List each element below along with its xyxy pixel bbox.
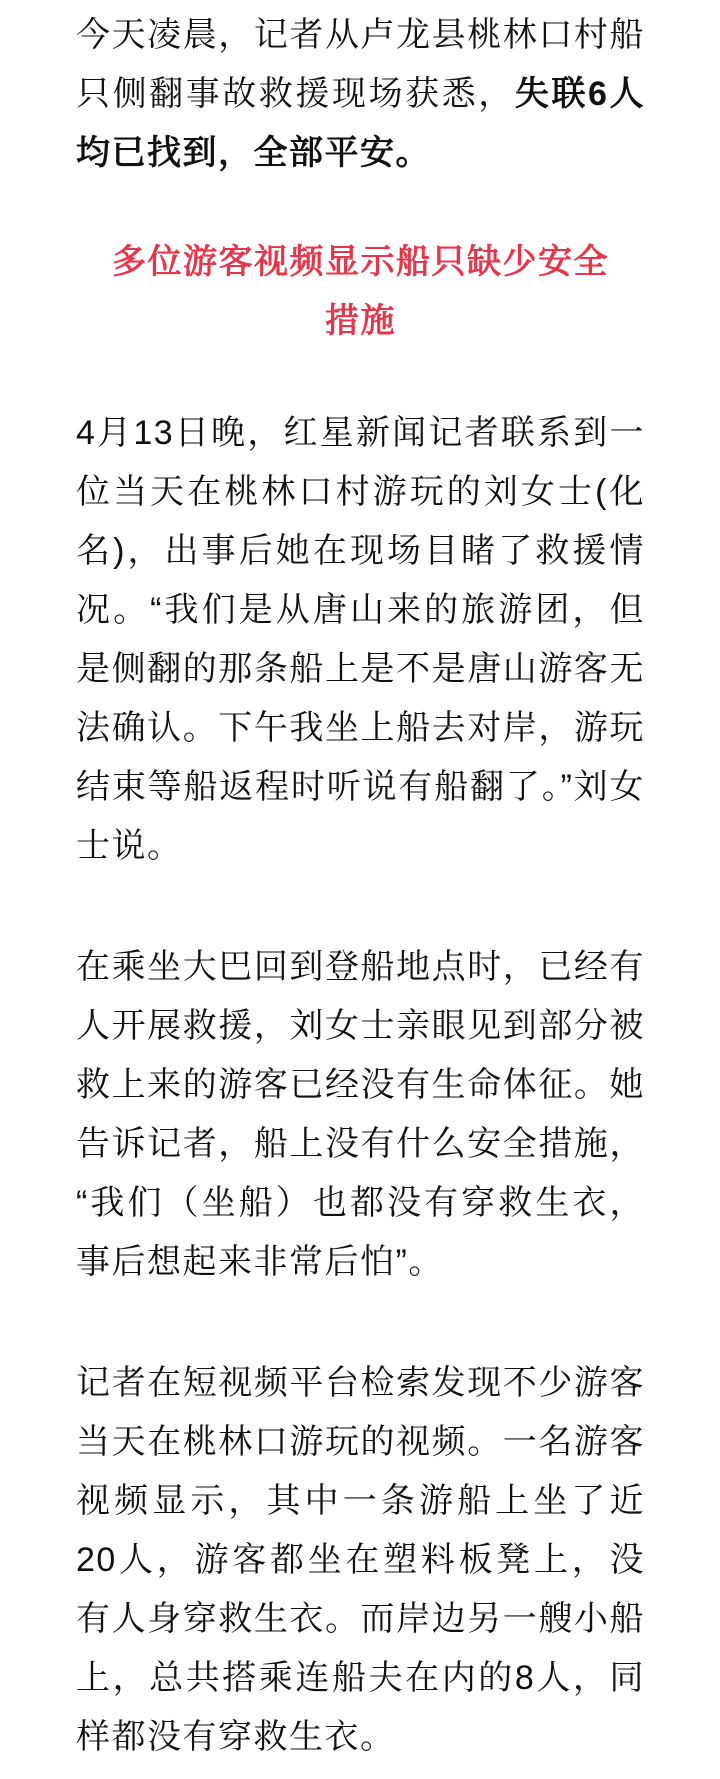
paragraph-rescue: 在乘坐大巴回到登船地点时，已经有人开展救援，刘女士亲眼见到部分被救上来的游客已经没有生命体征。她告诉记者，船上没有什么安全措施，“我们（坐船）也都没有穿救生衣，事后想起来非常后怕”。 xyxy=(76,948,645,1281)
paragraph-witness: 4月13日晚，红星新闻记者联系到一位当天在桃林口村游玩的刘女士(化名)，出事后她在现场目睹了救援情况。“我们是从唐山来的旅游团，但是侧翻的那条船上是不是唐山游客无法确认。下午我坐上船去对岸，游玩结束等船返程时听说有船翻了。”刘女士说。 xyxy=(76,414,645,865)
paragraph-videos: 记者在短视频平台检索发现不少游客当天在桃林口游玩的视频。一名游客视频显示，其中一条游船上坐了近20人，游客都坐在塑料板凳上，没有人身穿救生衣。而岸边另一艘小船上，总共搭乘连船夫在内的8人，同样都没有穿救生衣。 xyxy=(76,1364,645,1756)
intro-highlight-bold: 失联6人均已找到，全部平安。 xyxy=(76,75,645,172)
intro-text: 今天凌晨，记者从卢龙县桃林口村船只侧翻事故救援现场获悉， xyxy=(76,16,645,113)
paragraph-intro xyxy=(76,6,645,183)
section-heading: 多位游客视频显示船只缺少安全措施 xyxy=(112,243,609,340)
